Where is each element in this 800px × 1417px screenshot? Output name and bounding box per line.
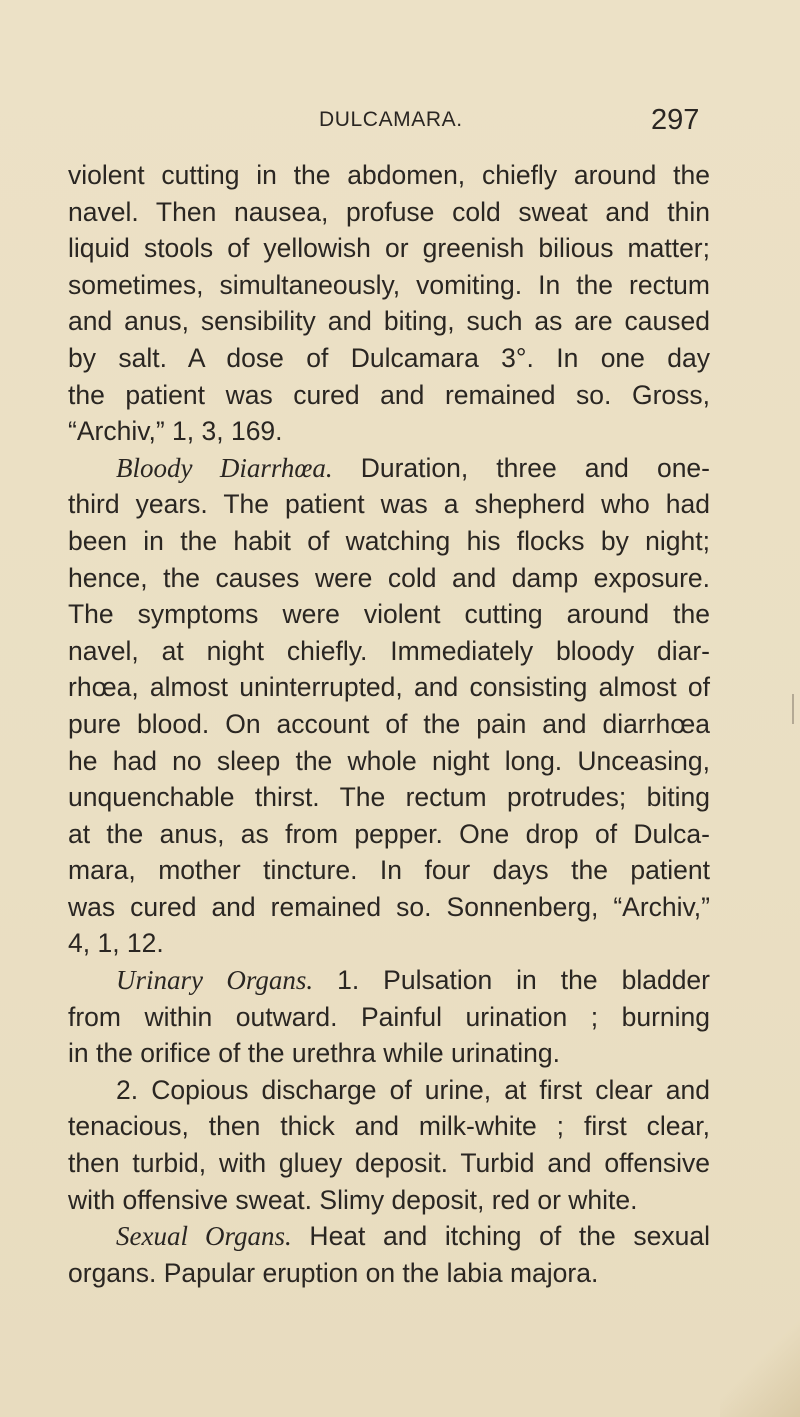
text-line: organs. Papular eruption on the labia majora.: [68, 1257, 599, 1288]
text-line: navel, at night chiefly. Immediately bloody diar-: [68, 635, 710, 666]
text-line: violent cutting in the abdomen, chiefly around the: [68, 160, 710, 190]
section-heading-line: Urinary Organs. 1. Pulsation in the bladder: [116, 965, 710, 996]
page-number: 297: [651, 104, 700, 136]
text-line: been in the habit of watching his flocks by night;: [68, 525, 710, 556]
text-line: The symptoms were violent cutting around the: [68, 599, 710, 630]
text-line: rhœa, almost uninterrupted, and consisting almost of: [68, 672, 710, 703]
text-line: he had no sleep the whole night long. Unceasing,: [68, 745, 710, 776]
section-heading: Sexual Organs.: [116, 1221, 292, 1252]
text-line: from within outward. Painful urination ; burning: [68, 1001, 710, 1032]
section-heading-line: Sexual Organs. Heat and itching of the sexual: [116, 1221, 711, 1252]
text-line: at the anus, as from pepper. One drop of Dulca-: [68, 818, 710, 849]
text-line: was cured and remained so. Sonnenberg, “Archiv,”: [68, 891, 710, 922]
text-line: the patient was cured and remained so. Gross,: [68, 379, 710, 410]
text-line: hence, the causes were cold and damp exposure.: [68, 562, 710, 593]
margin-mark: [792, 694, 794, 724]
running-title: DULCAMARA.: [319, 108, 463, 131]
text-line: in the orifice of the urethra while urinating.: [68, 1038, 560, 1069]
text-line: mara, mother tincture. In four days the patient: [68, 855, 710, 886]
text-line: tenacious, then thick and milk-white ; first clear,: [68, 1111, 710, 1142]
text-line: and anus, sensibility and biting, such as are caused: [68, 306, 710, 337]
text-line: 4, 1, 12.: [68, 928, 164, 959]
text-line: liquid stools of yellowish or greenish bilious matter;: [68, 233, 710, 264]
text-line: “Archiv,” 1, 3, 169.: [68, 416, 283, 447]
section-heading: Urinary Organs.: [116, 965, 314, 996]
text-line: sometimes, simultaneously, vomiting. In the rectum: [68, 269, 710, 300]
page-edge-shadow: [720, 1297, 800, 1417]
section-heading-line: Bloody Diarrhœa. Duration, three and one-: [116, 452, 710, 483]
text-line: unquenchable thirst. The rectum protrudes; biting: [68, 782, 710, 813]
section-heading: Bloody Diarrhœa.: [116, 452, 333, 483]
text-line: by salt. A dose of Dulcamara 3°. In one day: [68, 342, 710, 373]
text-line: 2. Copious discharge of urine, at first clear and: [116, 1074, 710, 1105]
text-line: then turbid, with gluey deposit. Turbid and offensive: [68, 1148, 710, 1179]
text-line: pure blood. On account of the pain and diarrhœa: [68, 708, 710, 739]
text-line: navel. Then nausea, profuse cold sweat and thin: [68, 196, 710, 227]
text-line: with offensive sweat. Slimy deposit, red or white.: [68, 1184, 638, 1215]
page-header: [0, 104, 800, 144]
text-line: third years. The patient was a shepherd who had: [68, 489, 710, 520]
body-text: [68, 157, 710, 1291]
